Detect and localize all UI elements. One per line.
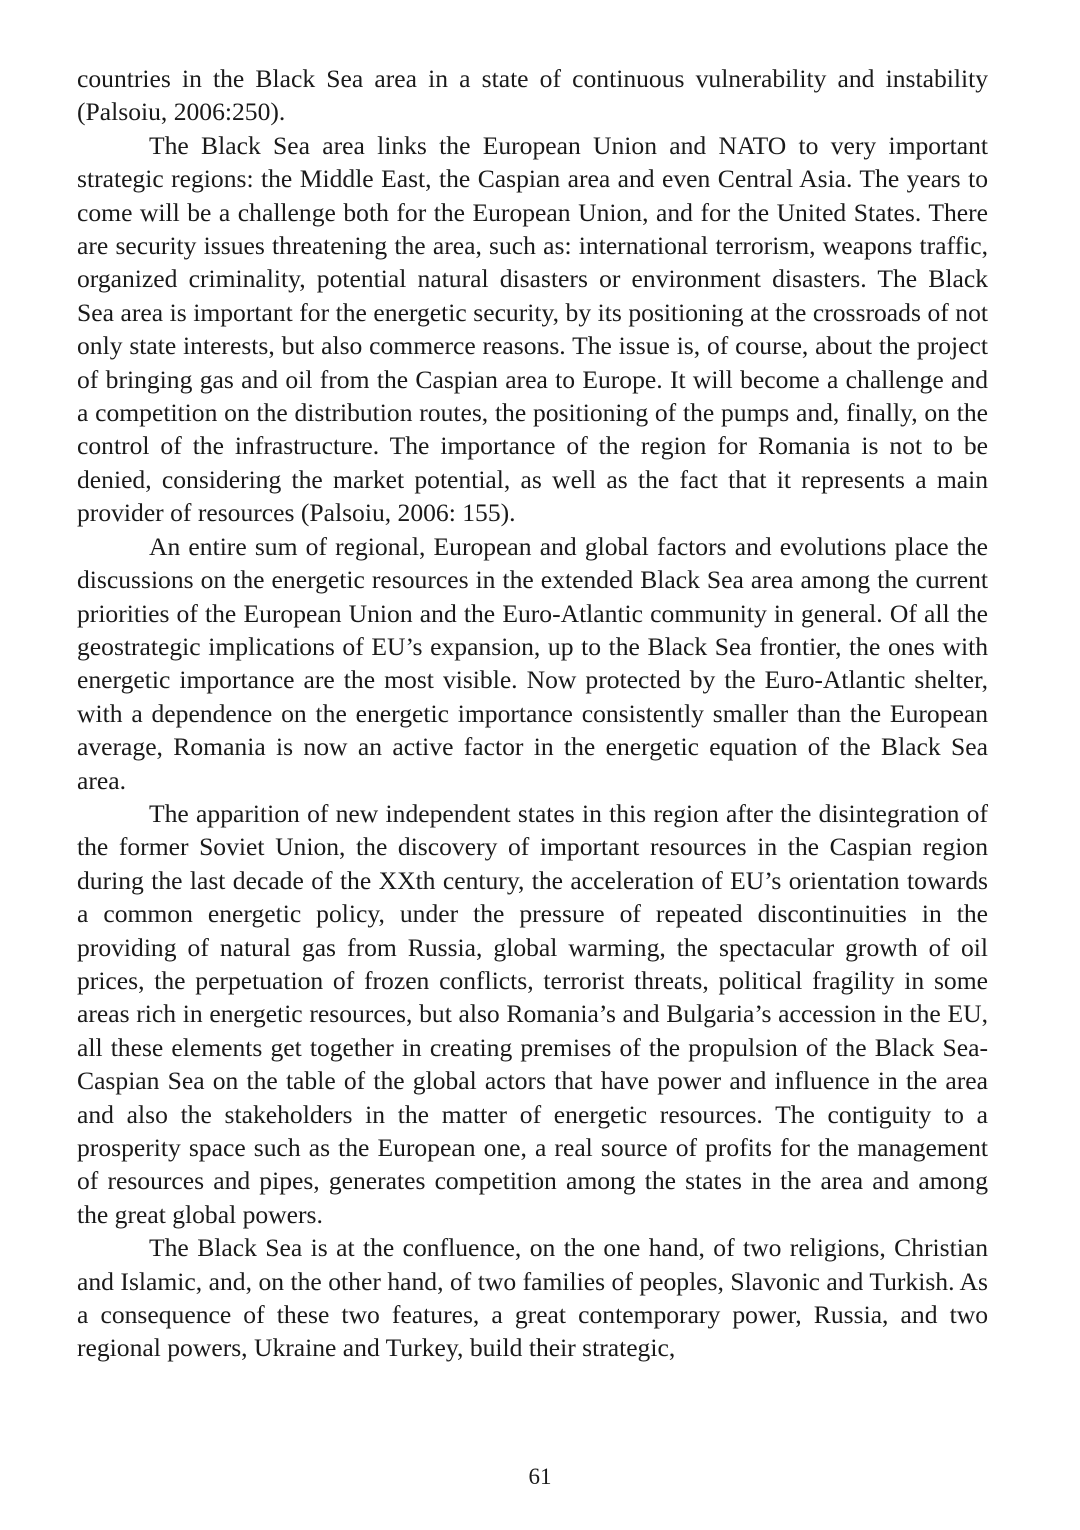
paragraph: An entire sum of regional, European and global factors and evolutions place the discussions on the energetic resources in the extended Black Sea area among the current priorities of the European Union and the Euro-Atlantic community in general. Of all the geostrategic implications of EU’s expansion, up to the Black Sea frontier, the ones with energetic importance are the most visible. Now protected by the Euro-Atlantic shelter, with a dependence on the energetic importance consistently smaller than the European average, Romania is now an active factor in the energetic equation of the Black Sea area.: [77, 531, 988, 795]
paragraph: The apparition of new independent states in this region after the disintegration of the former Soviet Union, the discovery of important resources in the Caspian region during the last decade of the XXth century, the acceleration of EU’s orientation towards a common energetic policy, under the pressure of repeated discontinuities in the providing of natural gas from Russia, global warming, the spectacular growth of oil prices, the perpetuation of frozen conflicts, terrorist threats, political fragility in some areas rich in energetic resources, but also Romania’s and Bulgaria’s accession in the EU, all these elements get together in creating premises of the propulsion of the Black Sea-Caspian Sea on the table of the global actors that have power and influence in the area and also the stakeholders in the matter of energetic resources. The contiguity to a prosperity space such as the European one, a real source of profits for the management of resources and pipes, generates competition among the states in the area and among the great global powers.: [77, 798, 988, 1229]
paragraph-continuation: countries in the Black Sea area in a state of continuous vulnerability and instability (Palsoiu, 2006:250).: [77, 64, 988, 127]
paragraph: The Black Sea is at the confluence, on the one hand, of two religions, Christian and Islamic, and, on the other hand, of two families of peoples, Slavonic and Turkish. As a consequence of these two features, a great contemporary power, Russia, and two regional powers, Ukraine and Turkey, build their strategic,: [77, 1233, 988, 1363]
page-number: 61: [528, 1464, 552, 1489]
document-body: [77, 62, 988, 1365]
paragraph: The Black Sea area links the European Union and NATO to very important strategic regions: the Middle East, the Caspian area and even Central Asia. The years to come will be a challenge both for the European Union, and for the United States. There are security issues threatening the area, such as: international terrorism, weapons traffic, organized criminality, potential natural disasters or environment disasters. The Black Sea area is important for the energetic security, by its positioning at the crossroads of not only state interests, but also commerce reasons. The issue is, of course, about the project of bringing gas and oil from the Caspian area to Europe. It will become a challenge and a competition on the distribution routes, the positioning of the pumps and, finally, on the control of the infrastructure. The importance of the region for Romania is not to be denied, considering the market potential, as well as the fact that it represents a main provider of resources (Palsoiu, 2006: 155).: [77, 130, 988, 528]
